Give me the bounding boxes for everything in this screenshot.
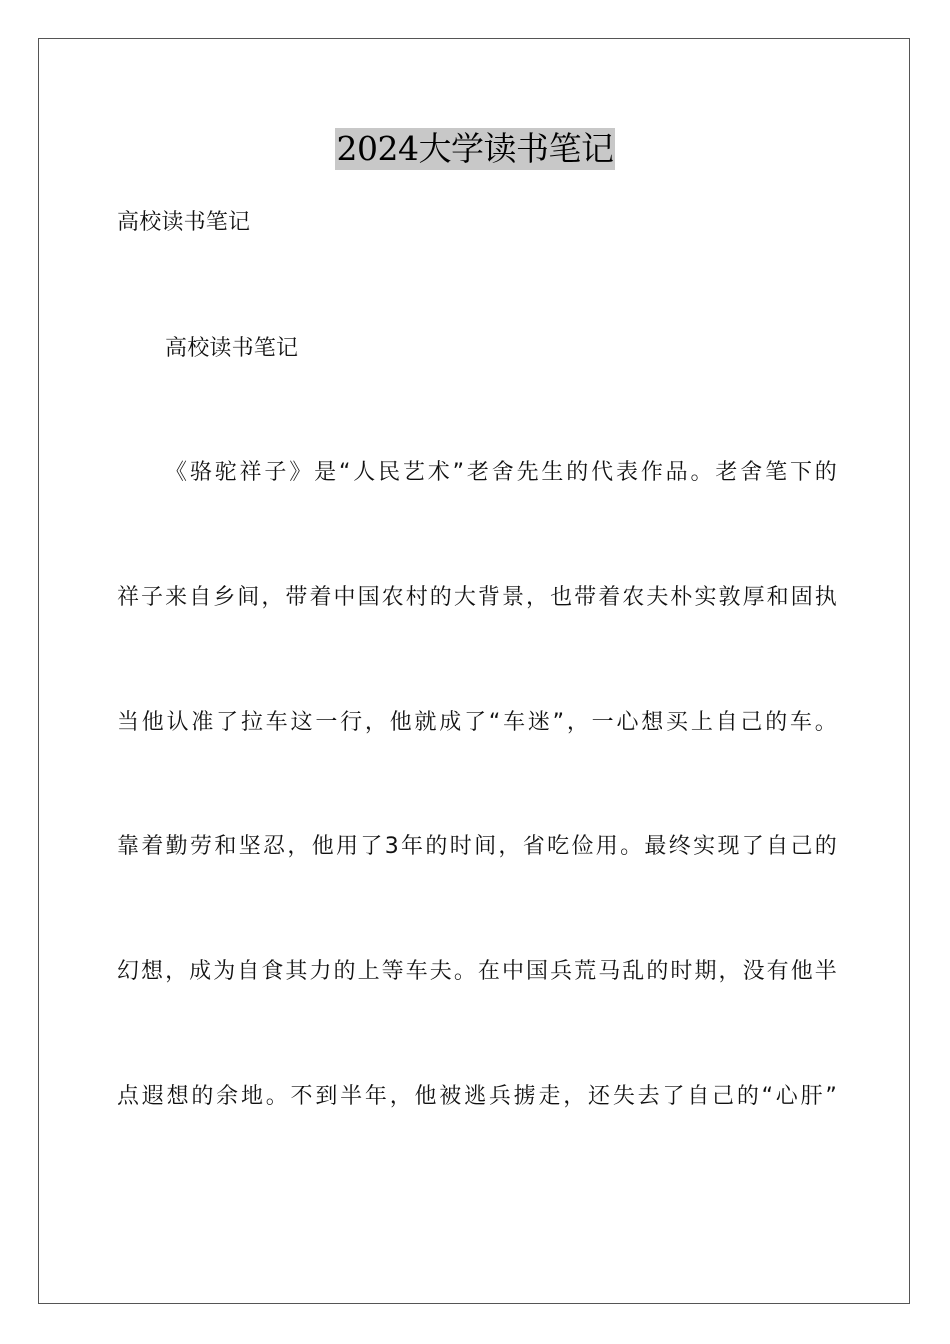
document-title <box>0 128 950 170</box>
body-line: 《骆驼祥子》是“人民艺术”老舍先生的代表作品。老舍笔下的 <box>165 460 837 485</box>
section-heading: 高校读书笔记 <box>165 336 299 361</box>
body-line: 靠着勤劳和坚忍，他用了3年的时间，省吃俭用。最终实现了自己的 <box>117 834 837 859</box>
body-line: 幻想，成为自食其力的上等车夫。在中国兵荒马乱的时期，没有他半 <box>117 959 837 984</box>
document-title-text: 2024大学读书笔记 <box>336 129 614 168</box>
body-line: 当他认准了拉车这一行，他就成了“车迷”，一心想买上自己的车。 <box>117 710 837 735</box>
subtitle: 高校读书笔记 <box>117 210 251 235</box>
body-line: 祥子来自乡间，带着中国农村的大背景，也带着农夫朴实敦厚和固执 <box>117 585 837 610</box>
body-line: 点遐想的余地。不到半年，他被逃兵掳走，还失去了自己的“心肝” <box>117 1084 837 1109</box>
